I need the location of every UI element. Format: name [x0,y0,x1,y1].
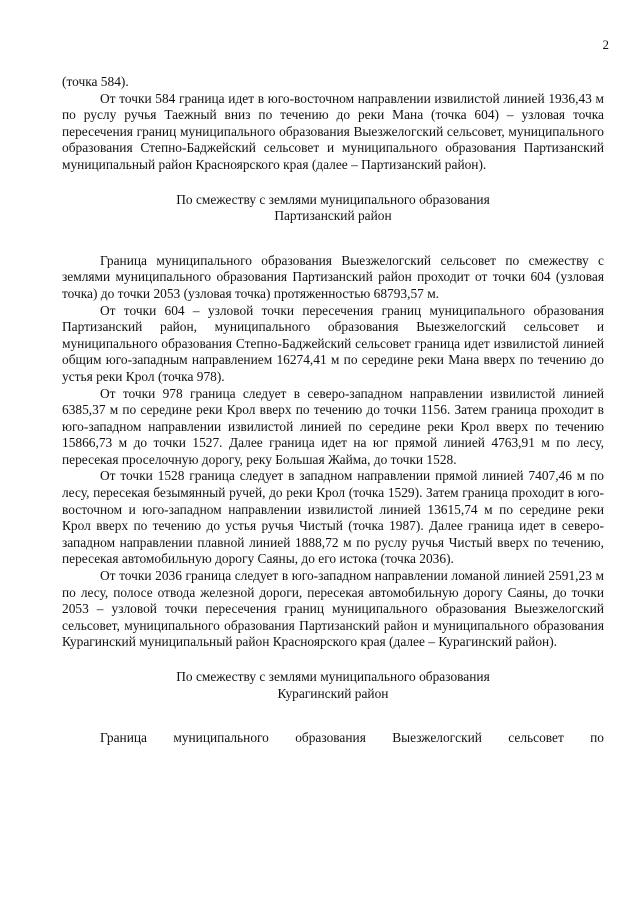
spacer [62,702,604,730]
document-body [62,74,604,747]
section-heading-partizansky-line-1: По смежеству с землями муниципального образования [176,191,490,207]
paragraph-boundary-summary: Граница муниципального образования Выезжелогский сельсовет по смежеству с землями муниципального образования Партизанский район проходит от точки 604 (узловая точка) до точки 2053 (узловая точка) протяженностью 68793,57 м. [62,252,604,301]
section-heading-kuraginsky-line-2: Курагинский район [277,685,389,701]
paragraph-point-2036: От точки 2036 граница следует в юго-западном направлении ломаной линией 2591,23 м по лесу, полосе отвода железной дороги, пересекая автомобильную дорогу Саяны, до точки 2053 – узловой точки пересечения границ муниципального образования Выезжелогский сельсовет, муниципального образования Партизанский район и муниципального образования Курагинский муниципальный район Красноярского края (далее – Курагинский район). [62,568,604,650]
paragraph-continuation: (точка 584). [62,74,129,89]
spacer [62,225,604,253]
section-heading-partizansky-line-2: Партизанский район [274,208,392,224]
paragraph-point-584: От точки 584 граница идет в юго-восточном направлении извилистой линией 1936,43 м по руслу ручья Таежный вниз по течению до реки Мана (точка 604) – узловая точка пересечения границ муниципального образования Выезжелогский сельсовет, муниципального образования Степно-Баджейский сельсовет и муниципального образования Партизанский муниципальный район Красноярского края (далее – Партизанский район). [62,90,604,172]
paragraph-point-604: От точки 604 – узловой точки пересечения границ муниципального образования Партизанский район, муниципального образования Выезжелогский сельсовет и муниципального образования Степно-Баджейский сельсовет граница идет извилистой линией общим юго-западным направлением 16274,41 м по середине реки Мана вверх по течению до устья реки Крол (точка 978). [62,302,604,384]
spacer [62,174,604,192]
paragraph-point-978: От точки 978 граница следует в северо-западном направлении извилистой линией 6385,37 м по середине реки Крол вверх по течению до точки 1156. Затем граница проходит в юго-западном направлении извилистой линией по середине реки Крол вверх по течению 15866,73 м до точки 1527. Далее граница идет на юг прямой линией 4763,91 м по лесу, пересекая проселочную дорогу, реку Большая Жайма, до точки 1528. [62,385,604,467]
section-heading-kuraginsky-line-1: По смежеству с землями муниципального образования [176,669,490,684]
spacer [62,651,604,669]
paragraph-point-1528: От точки 1528 граница следует в западном направлении прямой линией 7407,46 м по лесу, пересекая безымянный ручей, до реки Крол (точка 1529). Затем граница проходит в юго-восточном и юго-западном направлении извилистой линией 13615,74 м по середине реки Крол вверх по течению до устья ручья Чистый (точка 1987). Далее граница идет в северо-западном направлении плавной линией 1888,72 м по руслу ручья Чистый вверх по течению, пересекая автомобильную дорогу Саяны, до его истока (точка 2036). [62,468,604,567]
paragraph-kuraginsky-start: Граница муниципального образования Выезжелогский сельсовет по [100,730,604,746]
page-number: 2 [602,37,609,52]
